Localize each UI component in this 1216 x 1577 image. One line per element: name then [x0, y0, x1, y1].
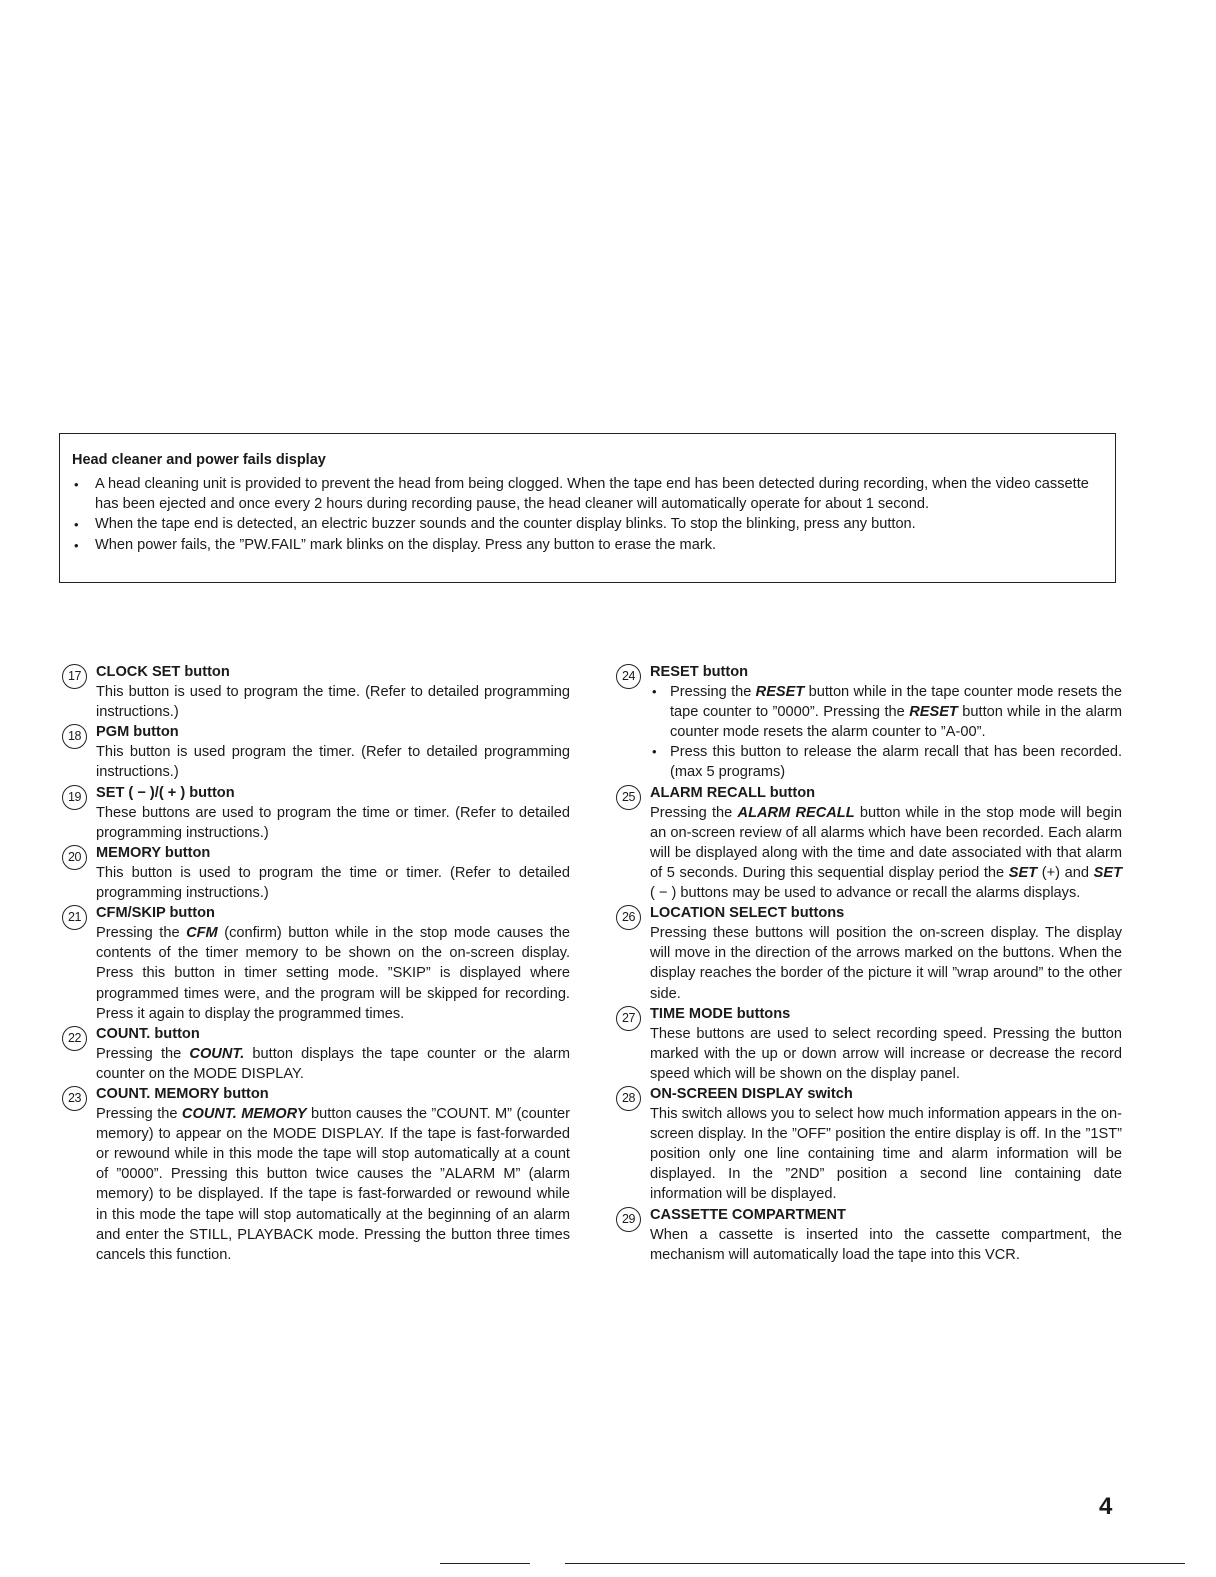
circled-number-25: 25 [616, 785, 641, 810]
item-17 [62, 662, 570, 722]
item-18 [62, 722, 570, 782]
item-28 [616, 1084, 1122, 1205]
circled-number-19: 19 [62, 785, 87, 810]
notice-title: Head cleaner and power fails display [72, 452, 326, 468]
text-run: Pressing the [670, 684, 756, 701]
item-title: LOCATION SELECT buttons [650, 905, 845, 922]
item-title: CFM/SKIP button [96, 905, 215, 922]
text-run: Pressing the [96, 1106, 182, 1123]
item-description [650, 803, 1122, 903]
text-run: button while in the tape counter mode resets the tape counter to ”0000”. Pressing the [670, 684, 1122, 721]
button-name-emphasis: RESET [909, 704, 958, 721]
text-run: (+) and [1037, 864, 1094, 881]
button-name-emphasis: ALARM RECALL [737, 804, 855, 821]
item-description: When a cassette is inserted into the cassette compartment, the mechanism will automatically load the tape into this VCR. [650, 1226, 1122, 1263]
text-run: Pressing the [96, 1045, 190, 1062]
footer-rule [440, 1563, 530, 1564]
item-title: MEMORY button [96, 844, 211, 861]
item-description: This button is used to program the time or timer. (Refer to detailed programming instructions.) [96, 864, 570, 902]
circled-number-17: 17 [62, 664, 87, 689]
item-bullet [670, 682, 1122, 742]
button-name-emphasis: CFM [186, 925, 218, 942]
notice-bullet: • When power fails, the ”PW.FAIL” mark blinks on the display. Press any button to erase the mark. [72, 536, 1103, 556]
item-description [96, 1044, 570, 1084]
circled-number-29: 29 [616, 1207, 641, 1232]
item-21 [62, 903, 570, 1024]
text-run: Pressing the [96, 925, 187, 942]
item-22 [62, 1024, 570, 1084]
button-name-emphasis: SET [1008, 864, 1038, 881]
item-title: ON-SCREEN DISPLAY switch [650, 1085, 853, 1102]
page-number: 4 [1099, 1493, 1113, 1520]
item-title: RESET button [650, 664, 749, 680]
item-29 [616, 1205, 1122, 1265]
text-run: ( − ) buttons may be used to advance or recall the alarms displays. [650, 885, 1081, 902]
notice-bullet: • When the tape end is detected, an electric buzzer sounds and the counter display blinks. To stop the blinking, press any button. [72, 515, 1103, 535]
left-column [62, 662, 570, 1265]
button-name-emphasis: SET [1093, 864, 1122, 881]
text-run: button displays the tape counter or the alarm counter on the MODE DISPLAY. [96, 1045, 570, 1082]
right-column [616, 662, 1122, 1265]
button-name-emphasis: RESET [755, 684, 805, 701]
circled-number-23: 23 [62, 1086, 87, 1111]
footer-rule [565, 1563, 1185, 1564]
item-description: This switch allows you to select how much information appears in the on-screen display. In the ”OFF” position the entire display is off. In the ”1ST” position only one line containing time and alarm information will be displayed. In the ”2ND” position a second line containing date information will be displayed. [650, 1106, 1122, 1203]
text-run: (confirm) button while in the stop mode causes the contents of the timer memory to be shown on the on-screen display. Press this button in timer setting mode. ”SKIP” is displayed where programmed times were, and the program will be skipped for recording. Press it again to display the programmed times. [96, 925, 570, 1022]
item-title: SET ( − )/( + ) button [96, 784, 235, 801]
text-run: button while in the stop mode will begin an on-screen review of all alarms which have been recorded. Each alarm will be displayed along with the time and date associated with that alarm of 5 seconds. During this sequential display period the [650, 804, 1122, 881]
item-description: Pressing these buttons will position the on-screen display. The display will move in the direction of the arrows marked on the buttons. When the display reaches the border of the picture it will ”wrap around” to the other side. [650, 925, 1122, 1002]
item-26 [616, 903, 1122, 1003]
item-title: COUNT. button [96, 1025, 200, 1042]
circled-number-22: 22 [62, 1026, 87, 1051]
item-title: COUNT. MEMORY button [96, 1085, 269, 1102]
button-name-emphasis: COUNT. MEMORY [181, 1106, 307, 1123]
item-description: This button is used to program the time. (Refer to detailed programming instructions.) [96, 684, 570, 721]
item-title: PGM button [96, 724, 179, 741]
item-27 [616, 1004, 1122, 1084]
notice-bullet: • A head cleaning unit is provided to prevent the head from being clogged. When the tape end has been detected during recording, when the video cassette has been ejected and once every 2 hours during recording pause, the head cleaner will automatically operate for about 1 second. [72, 475, 1103, 514]
item-19 [62, 783, 570, 843]
item-title: CASSETTE COMPARTMENT [650, 1206, 846, 1223]
item-20 [62, 843, 570, 903]
item-bullet: • Press this button to release the alarm recall that has been recorded. (max 5 programs) [670, 742, 1122, 782]
item-bullet-list [650, 682, 1122, 782]
head-cleaner-notice-box [59, 433, 1116, 583]
item-23 [62, 1084, 570, 1265]
circled-number-27: 27 [616, 1006, 641, 1031]
circled-number-20: 20 [62, 845, 87, 870]
button-name-emphasis: COUNT. [189, 1045, 245, 1062]
item-description: These buttons are used to select recording speed. Pressing the button marked with the up or down arrow will increase or decrease the record speed which will be shown on the display panel. [650, 1025, 1122, 1082]
item-description: These buttons are used to program the time or timer. (Refer to detailed programming instructions.) [96, 804, 570, 841]
item-description [96, 923, 570, 1023]
item-25 [616, 783, 1122, 904]
item-24 [616, 662, 1122, 783]
item-title: TIME MODE buttons [650, 1005, 791, 1022]
text-run: button while in the alarm counter mode resets the alarm counter to ”A-00”. [670, 704, 1122, 741]
circled-number-18: 18 [62, 724, 87, 749]
text-run: button causes the ”COUNT. M” (counter memory) to appear on the MODE DISPLAY. If the tape is fast-forwarded or rewound while in this mode the tape will stop automatically at a count of ”0000”. Pressing this button twice causes the ”ALARM M” (alarm memory) to be displayed. If the tape is fast-forwarded or rewound while in this mode the tape will stop automatically at the beginning of an alarm and enter the STILL, PLAYBACK mode. Pressing the button three times cancels this function. [96, 1106, 570, 1263]
item-description [96, 1104, 570, 1265]
item-title: ALARM RECALL button [650, 784, 816, 801]
text-run: Pressing the [650, 804, 738, 821]
item-description: This button is used program the timer. (Refer to detailed programming instructions.) [96, 744, 570, 781]
item-title: CLOCK SET button [96, 664, 230, 680]
circled-number-28: 28 [616, 1086, 641, 1111]
circled-number-26: 26 [616, 905, 641, 930]
circled-number-21: 21 [62, 905, 87, 930]
circled-number-24: 24 [616, 664, 641, 689]
notice-bullet-list [72, 475, 1103, 555]
